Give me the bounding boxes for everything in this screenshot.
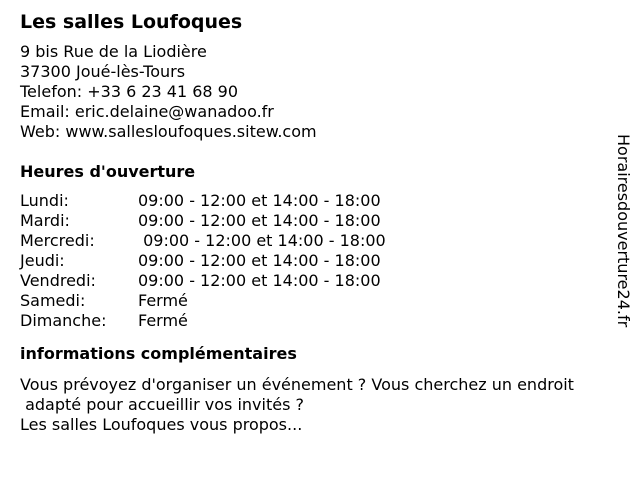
info-line-3: Les salles Loufoques vous propos... [20,415,303,434]
time-value: 09:00 - 12:00 et 14:00 - 18:00 [138,211,381,230]
time-value: 09:00 - 12:00 et 14:00 - 18:00 [138,231,386,250]
day-label: Jeudi: [20,251,65,270]
address-line-1: 9 bis Rue de la Liodière [20,42,207,61]
email-line: Email: eric.delaine@wanadoo.fr [20,102,274,121]
hours-row-tuesday [20,211,610,231]
time-value: Fermé [138,291,188,310]
business-card [20,10,610,435]
day-label: Vendredi: [20,271,96,290]
info-title: informations complémentaires [20,344,297,363]
time-value: 09:00 - 12:00 et 14:00 - 18:00 [138,271,381,290]
time-value: Fermé [138,311,188,330]
day-label: Lundi: [20,191,69,210]
info-line-1: Vous prévoyez d'organiser un événement ? Vous cherchez un endroit [20,375,574,394]
hours-row-saturday [20,291,610,311]
day-label: Samedi: [20,291,86,310]
address-line-2: 37300 Joué-lès-Tours [20,62,186,81]
time-value: 09:00 - 12:00 et 14:00 - 18:00 [138,251,381,270]
hours-row-friday [20,271,610,291]
hours-row-monday [20,191,610,211]
phone-line: Telefon: +33 6 23 41 68 90 [20,82,239,101]
site-watermark-label: Horairesdouverture24.fr [614,134,633,328]
day-label: Mardi: [20,211,70,230]
info-line-2: adapté pour accueillir vos invités ? [20,395,304,414]
hours-row-thursday [20,251,610,271]
hours-row-wednesday [20,231,610,251]
hours-title: Heures d'ouverture [20,162,196,181]
business-name: Les salles Loufoques [20,11,243,33]
web-line: Web: www.sallesloufoques.sitew.com [20,122,317,141]
hours-table [20,191,610,331]
time-value: 09:00 - 12:00 et 14:00 - 18:00 [138,191,381,210]
hours-row-sunday [20,311,610,331]
day-label: Dimanche: [20,311,107,330]
day-label: Mercredi: [20,231,95,250]
